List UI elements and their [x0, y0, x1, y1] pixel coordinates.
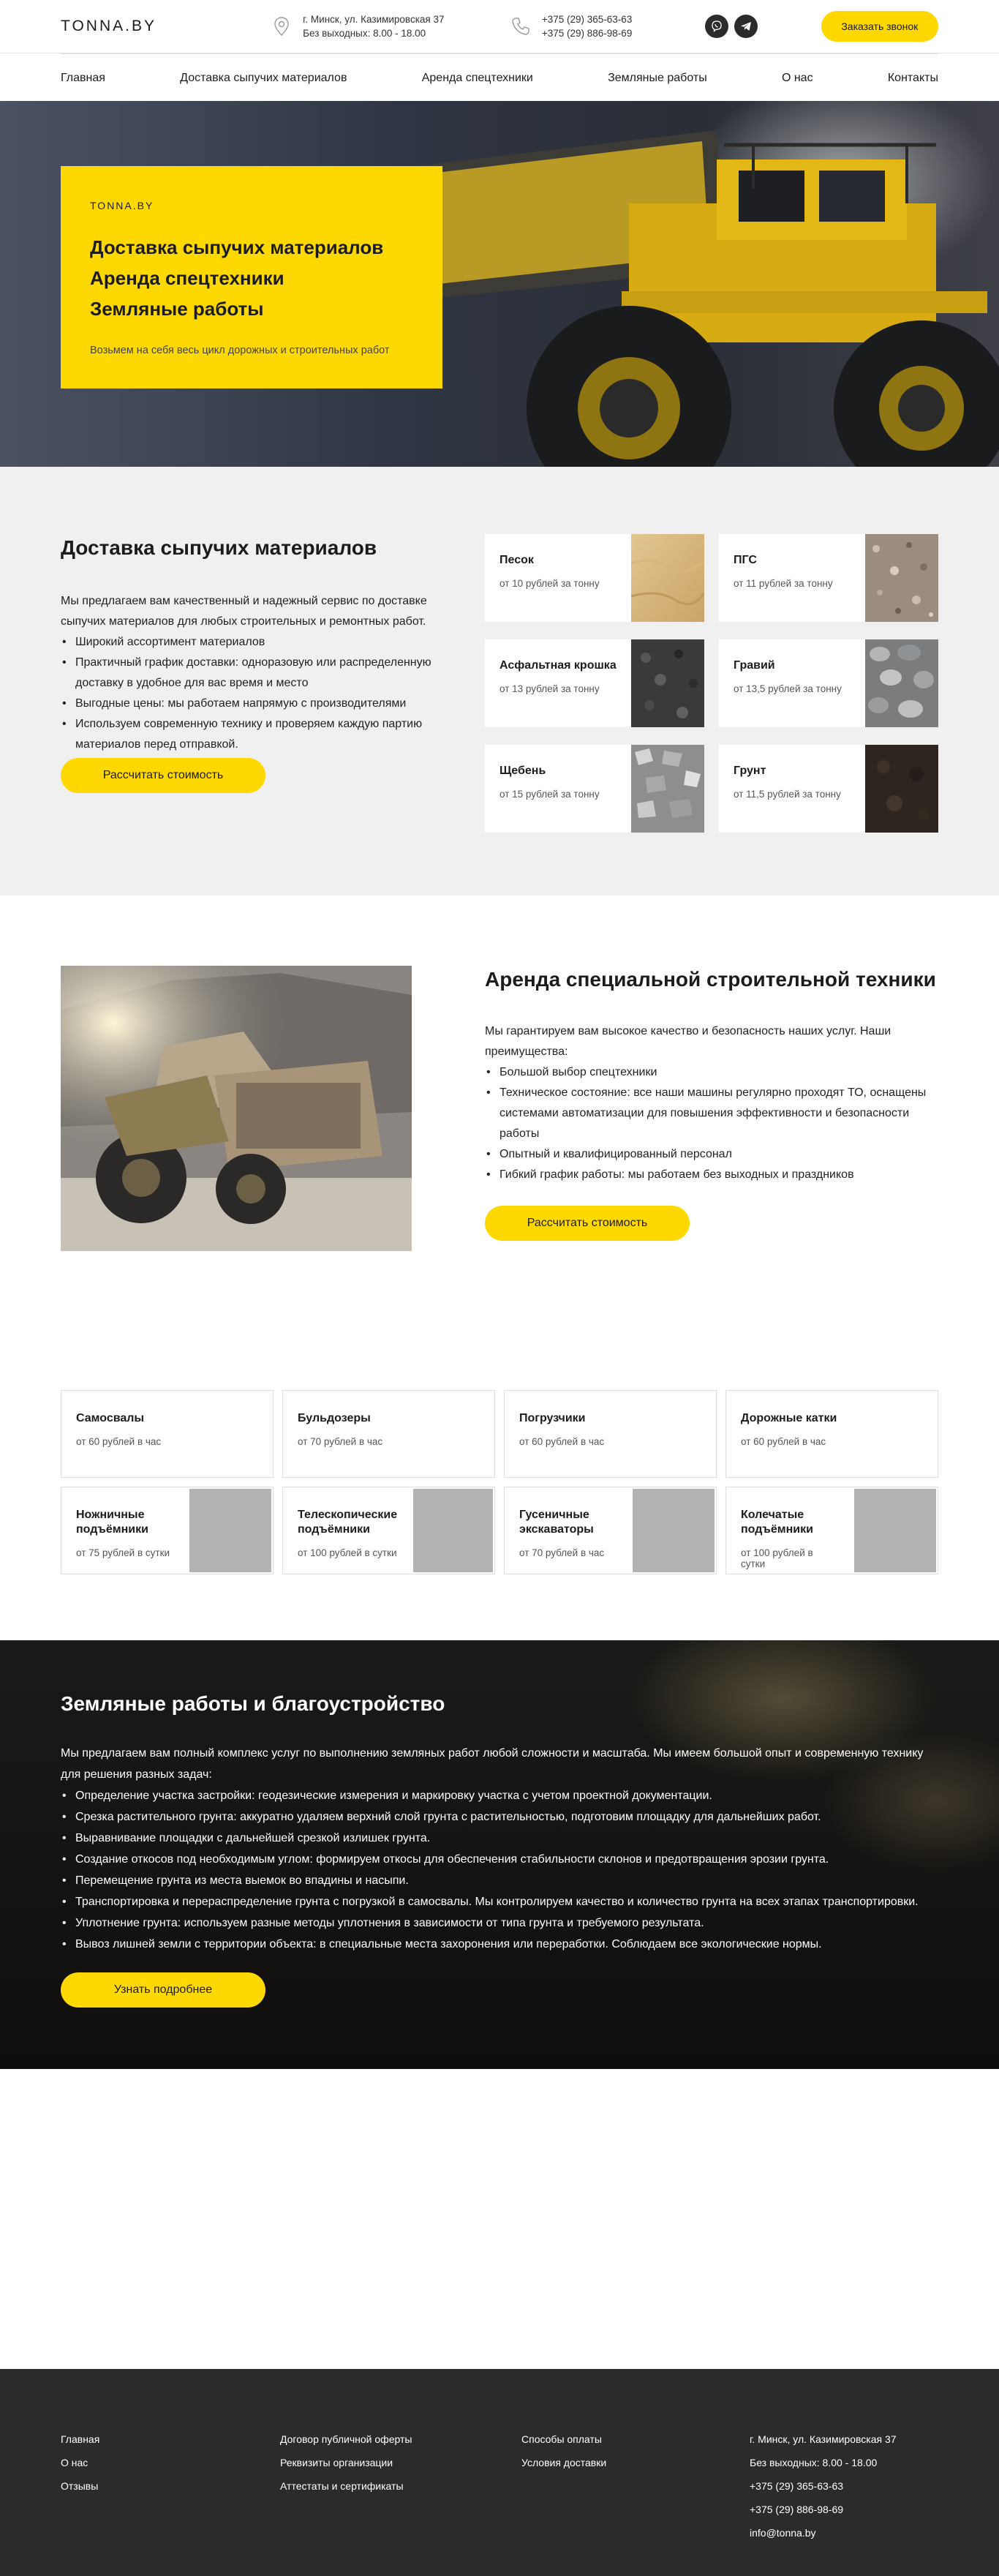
earthworks-list — [61, 1785, 938, 1955]
footer-link-certificates[interactable]: Аттестаты и сертификаты — [280, 2480, 404, 2492]
hero-card — [61, 166, 442, 388]
rent-title: Аренда специальной строительной техники — [485, 968, 936, 991]
equipment-card-crawler-excavators[interactable] — [504, 1487, 717, 1574]
footer-link-offer[interactable]: Договор публичной оферты — [280, 2433, 412, 2445]
footer-col-site — [61, 2427, 280, 2545]
header-address — [271, 12, 510, 40]
pgs-image — [865, 534, 938, 622]
footer-link-delivery-terms[interactable]: Условия доставки — [521, 2457, 607, 2468]
hero-line-rent: Аренда спецтехники — [90, 267, 284, 289]
equipment-price: от 70 рублей в час — [298, 1436, 383, 1447]
earthworks-title: Земляные работы и благоустройство — [61, 1692, 445, 1715]
main-nav — [0, 53, 999, 101]
equipment-price: от 75 рублей в сутки — [76, 1547, 170, 1558]
location-pin-icon — [271, 15, 293, 37]
earthworks-intro: Мы предлагаем вам полный комплекс услуг по выполнению земляных работ любой сложности и масштаба. Мы имеем большой опыт и современную технику для решения разных задач: — [61, 1747, 924, 1781]
nav-rent[interactable]: Аренда спецтехники — [421, 71, 533, 84]
list-item: • Создание откосов под необходимым углом: формируем откосы для обеспечения стабильности склонов и предотвращения эрозии грунта. — [61, 1849, 938, 1870]
equipment-photo-placeholder — [854, 1489, 936, 1572]
equipment-name: Бульдозеры — [298, 1412, 371, 1424]
messenger-links — [705, 15, 821, 38]
equipment-card-dump-trucks[interactable] — [61, 1390, 274, 1478]
rent-section — [0, 895, 999, 1574]
footer-link-about[interactable]: О нас — [61, 2457, 88, 2468]
site-header — [0, 0, 999, 101]
equipment-price: от 100 рублей в сутки — [741, 1547, 813, 1569]
telegram-icon — [739, 20, 753, 33]
materials-intro: Мы предлагаем вам качественный и надежный сервис по доставке сыпучих материалов для любых строительных и ремонтных работ. — [61, 595, 427, 628]
materials-section — [0, 467, 999, 895]
list-item: • Транспортировка и перераспределение грунта с погрузкой в самосвалы. Мы контролируем качество и количество грунта на всех этапах транспортировки. — [61, 1891, 938, 1912]
material-card-pgs[interactable] — [719, 534, 938, 622]
material-name: ПГС — [734, 554, 757, 566]
materials-calc-button[interactable]: Рассчитать стоимость — [61, 758, 265, 793]
list-item: • Техническое состояние: все наши машины регулярно проходят ТО, оснащены системами автоматизации для повышения эффективности и безопасности работы — [485, 1083, 938, 1144]
list-item: • Большой выбор спецтехники — [485, 1062, 938, 1083]
material-price: от 10 рублей за тонну — [499, 578, 600, 589]
equipment-photo-placeholder — [413, 1489, 493, 1572]
equipment-photo-placeholder — [189, 1489, 271, 1572]
materials-text — [61, 534, 441, 833]
material-card-gravel[interactable] — [719, 639, 938, 727]
telegram-button[interactable] — [734, 15, 758, 38]
equipment-price: от 60 рублей в час — [519, 1436, 605, 1447]
equipment-card-bulldozers[interactable] — [282, 1390, 495, 1478]
equipment-grid — [61, 1390, 938, 1574]
materials-benefits — [61, 632, 441, 755]
footer-col-payment — [521, 2427, 750, 2545]
equipment-price: от 60 рублей в час — [76, 1436, 162, 1447]
sand-image — [631, 534, 704, 622]
footer-address: г. Минск, ул. Казимировская 37 — [750, 2433, 897, 2445]
working-hours: Без выходных: 8.00 - 18.00 — [303, 28, 426, 39]
phone-icon — [510, 15, 532, 37]
soil-image — [865, 745, 938, 833]
nav-about[interactable]: О нас — [781, 71, 813, 84]
materials-grid — [485, 534, 938, 833]
phone-number-2[interactable]: +375 (29) 886-98-69 — [541, 28, 633, 39]
equipment-card-telescopic-lifts[interactable] — [282, 1487, 495, 1574]
footer-email[interactable]: info@tonna.by — [750, 2527, 816, 2539]
material-card-asphalt-crumb[interactable] — [485, 639, 704, 727]
site-logo[interactable]: TONNA.BY — [61, 18, 157, 34]
dump-truck-image — [410, 116, 999, 467]
list-item: • Срезка растительного грунта: аккуратно удаляем верхний слой грунта с растительностью, подготовим площадку для дальнейших работ. — [61, 1806, 938, 1828]
list-item: • Практичный график доставки: одноразовую или распределенную доставку в удобное для вас время и место — [61, 653, 441, 694]
equipment-name: Гусеничные экскаваторы — [519, 1509, 594, 1536]
address-line: г. Минск, ул. Казимировская 37 — [303, 14, 445, 25]
viber-button[interactable] — [705, 15, 728, 38]
material-price: от 11,5 рублей за тонну — [734, 789, 841, 800]
phone-number-1[interactable]: +375 (29) 365-63-63 — [541, 14, 633, 25]
list-item: • Определение участка застройки: геодезические измерения и маркировку участка с учетом проектной документации. — [61, 1785, 938, 1806]
footer-phone-2[interactable]: +375 (29) 886-98-69 — [750, 2504, 844, 2515]
footer-link-home[interactable]: Главная — [61, 2433, 100, 2445]
nav-contacts[interactable]: Контакты — [887, 71, 938, 84]
gravel-image — [865, 639, 938, 727]
equipment-card-road-rollers[interactable] — [725, 1390, 938, 1478]
material-name: Грунт — [734, 765, 766, 777]
order-call-button[interactable]: Заказать звонок — [821, 11, 938, 42]
list-item: • Перемещение грунта из места выемок во впадины и насыпи. — [61, 1870, 938, 1891]
list-item: • Выравнивание площадки с дальнейшей срезкой излишек грунта. — [61, 1828, 938, 1849]
material-card-crushed-stone[interactable] — [485, 745, 704, 833]
nav-earthworks[interactable]: Земляные работы — [608, 71, 707, 84]
material-name: Гравий — [734, 659, 775, 672]
material-price: от 13 рублей за тонну — [499, 683, 600, 694]
hero-title — [90, 232, 413, 324]
list-item: • Используем современную технику и проверяем каждую партию материалов перед отправкой. — [61, 714, 441, 755]
material-price: от 11 рублей за тонну — [734, 578, 833, 589]
crushed-stone-image — [631, 745, 704, 833]
site-footer — [0, 2369, 999, 2576]
list-item: • Опытный и квалифицированный персонал — [485, 1144, 938, 1165]
equipment-name: Погрузчики — [519, 1412, 586, 1424]
list-item: • Уплотнение грунта: используем разные методы уплотнения в зависимости от типа грунта и требуемого результата. — [61, 1912, 938, 1934]
material-price: от 13,5 рублей за тонну — [734, 683, 842, 694]
viber-icon — [710, 20, 723, 33]
equipment-price: от 70 рублей в час — [519, 1547, 605, 1558]
list-item: • Выгодные цены: мы работаем напрямую с производителями — [61, 694, 441, 714]
rent-calc-button[interactable]: Рассчитать стоимость — [485, 1206, 690, 1241]
equipment-price: от 100 рублей в сутки — [298, 1547, 397, 1558]
earthworks-section — [0, 1640, 999, 2069]
materials-title: Доставка сыпучих материалов — [61, 536, 377, 559]
material-card-sand[interactable] — [485, 534, 704, 622]
equipment-name: Самосвалы — [76, 1412, 145, 1424]
material-card-soil[interactable] — [719, 745, 938, 833]
material-name: Асфальтная крошка — [499, 659, 617, 672]
nav-home[interactable]: Главная — [61, 71, 105, 84]
footer-link-reviews[interactable]: Отзывы — [61, 2480, 99, 2492]
equipment-photo-placeholder — [633, 1489, 715, 1572]
header-phones — [510, 12, 705, 40]
hero-banner — [0, 101, 999, 467]
list-item: • Гибкий график работы: мы работаем без выходных и праздников — [485, 1165, 938, 1185]
footer-phone-1[interactable]: +375 (29) 365-63-63 — [750, 2480, 844, 2492]
equipment-card-loaders[interactable] — [504, 1390, 717, 1478]
equipment-name: Дорожные катки — [741, 1412, 837, 1424]
hero-subtitle: Возьмем на себя весь цикл дорожных и строительных работ — [90, 345, 390, 356]
footer-col-documents — [280, 2427, 521, 2545]
equipment-name: Телескопические подъёмники — [298, 1509, 398, 1536]
equipment-card-scissor-lifts[interactable] — [61, 1487, 274, 1574]
footer-link-requisites[interactable]: Реквизиты организации — [280, 2457, 393, 2468]
list-item: • Широкий ассортимент материалов — [61, 632, 441, 653]
rent-text — [485, 966, 938, 1251]
equipment-name: Колечатые подъёмники — [741, 1509, 813, 1536]
material-name: Песок — [499, 554, 534, 566]
material-name: Щебень — [499, 765, 546, 777]
material-price: от 15 рублей за тонну — [499, 789, 600, 800]
rent-intro: Мы гарантируем вам высокое качество и безопасность наших услуг. Наши преимущества: — [485, 1025, 891, 1058]
hero-brand: TONNA.BY — [90, 200, 154, 211]
equipment-name: Ножничные подъёмники — [76, 1509, 148, 1536]
equipment-price: от 60 рублей в час — [741, 1436, 826, 1447]
asphalt-crumb-image — [631, 639, 704, 727]
hero-line-earthworks: Земляные работы — [90, 298, 264, 320]
rent-benefits — [485, 1062, 938, 1185]
list-item: • Вывоз лишней земли с территории объекта: в специальные места захоронения или переработки. Соблюдаем все экологические нормы. — [61, 1934, 938, 1955]
hero-line-delivery: Доставка сыпучих материалов — [90, 236, 384, 258]
footer-col-contacts — [750, 2427, 938, 2545]
topbar — [0, 0, 999, 53]
loader-image — [61, 966, 412, 1251]
footer-link-payment[interactable]: Способы оплаты — [521, 2433, 602, 2445]
footer-hours: Без выходных: 8.00 - 18.00 — [750, 2457, 878, 2468]
nav-delivery[interactable]: Доставка сыпучих материалов — [180, 71, 347, 84]
equipment-card-articulated-lifts[interactable] — [725, 1487, 938, 1574]
learn-more-button[interactable]: Узнать подробнее — [61, 1972, 265, 2008]
